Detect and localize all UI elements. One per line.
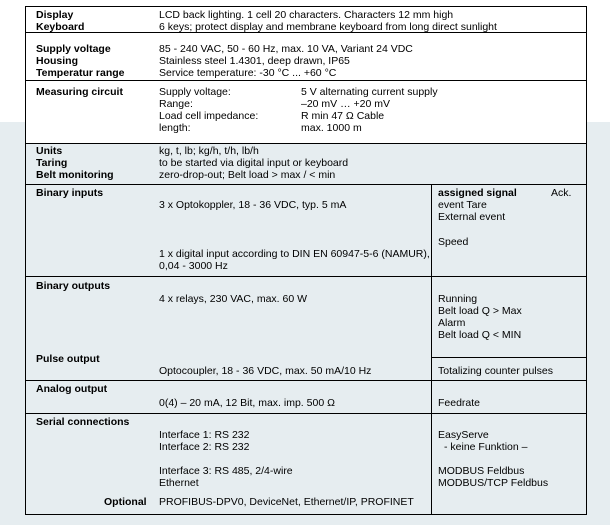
signal-event-tare: event Tare: [438, 199, 487, 211]
label-measuring-circuit: Measuring circuit: [36, 86, 123, 98]
value-units: kg, t, lb; kg/h, t/h, lb/h: [159, 145, 259, 157]
serial-ethernet: Ethernet: [159, 477, 199, 489]
value-temperature-range: Service temperature: -30 °C ... +60 °C: [159, 67, 337, 79]
value-display: LCD back lighting. 1 cell 20 characters. Characters 12 mm high: [159, 9, 454, 21]
signal-belt-load-max: Belt load Q > Max: [438, 305, 522, 317]
signal-external-event: External event: [438, 211, 506, 223]
signal-ack: Ack.: [551, 187, 572, 199]
measuring-key: Range:: [159, 98, 193, 110]
binary-inputs-namur-line1: 1 x digital input according to DIN EN 60947-5-6 (NAMUR),: [159, 248, 430, 260]
label-serial-connections: Serial connections: [36, 416, 130, 428]
signal-no-function: - keine Funktion –: [444, 441, 528, 453]
signal-easyserve: EasyServe: [438, 429, 489, 441]
signal-totalizing-counter: Totalizing counter pulses: [438, 365, 553, 377]
signal-column-divider: [431, 185, 432, 514]
signal-modbus: MODBUS Feldbus: [438, 465, 525, 477]
analog-output-desc: 0(4) – 20 mA, 12 Bit, max. imp. 500 Ω: [159, 397, 335, 409]
measuring-key: Load cell impedance:: [159, 110, 259, 122]
label-optional: Optional: [104, 496, 147, 508]
label-keyboard: Keyboard: [36, 21, 85, 33]
measuring-value: 5 V alternating current supply: [301, 86, 438, 98]
signal-modbus-tcp: MODBUS/TCP Feldbus: [438, 477, 549, 489]
section-supply: [26, 33, 586, 81]
signal-running: Running: [438, 293, 478, 305]
label-supply-voltage: Supply voltage: [36, 43, 111, 55]
section-units: [26, 144, 586, 185]
section-analog-output: [26, 381, 586, 414]
signal-feedrate: Feedrate: [438, 397, 481, 409]
label-taring: Taring: [36, 157, 68, 169]
label-binary-outputs: Binary outputs: [36, 280, 111, 292]
section-serial-connections: [26, 414, 586, 514]
label-analog-output: Analog output: [36, 383, 108, 395]
specification-table: [25, 6, 587, 515]
value-keyboard: 6 keys; protect display and membrane keyboard from long direct sunlight: [159, 21, 497, 33]
label-pulse-output: Pulse output: [36, 353, 100, 365]
value-belt-monitoring: zero-drop-out; Belt load > max / < min: [159, 169, 336, 181]
label-temperature-range: Temperatur range: [36, 67, 125, 79]
serial-interface-2: Interface 2: RS 232: [159, 441, 250, 453]
measuring-value: R min 47 Ω Cable: [301, 110, 385, 122]
section-measuring-circuit: [26, 81, 586, 144]
pulse-output-separator: [431, 357, 586, 358]
optional-fieldbus: PROFIBUS-DPV0, DeviceNet, Ethernet/IP, PROFINET: [159, 496, 414, 508]
serial-interface-1: Interface 1: RS 232: [159, 429, 250, 441]
signal-belt-load-min: Belt load Q < MIN: [438, 329, 522, 341]
signal-speed: Speed: [438, 236, 469, 248]
pulse-output-desc: Optocoupler, 18 - 36 VDC, max. 50 mA/10 Hz: [159, 365, 372, 377]
label-display: Display: [36, 9, 74, 21]
value-supply-voltage: 85 - 240 VAC, 50 - 60 Hz, max. 10 VA, Variant 24 VDC: [159, 43, 413, 55]
value-taring: to be started via digital input or keyboard: [159, 157, 349, 169]
value-housing: Stainless steel 1.4301, deep drawn, IP65: [159, 55, 350, 67]
section-display: [26, 7, 586, 33]
label-binary-inputs: Binary inputs: [36, 187, 104, 199]
section-binary-outputs: [26, 277, 586, 381]
binary-inputs-namur-line2: 0,04 - 3000 Hz: [159, 260, 228, 272]
measuring-key: length:: [159, 122, 191, 134]
assigned-signal-header: assigned signal: [438, 187, 517, 199]
measuring-key: Supply voltage:: [159, 86, 231, 98]
signal-alarm: Alarm: [438, 317, 466, 329]
binary-inputs-optocoupler: 3 x Optokoppler, 18 - 36 VDC, typ. 5 mA: [159, 199, 347, 211]
section-binary-inputs: [26, 185, 586, 277]
measuring-value: max. 1000 m: [301, 122, 362, 134]
label-belt-monitoring: Belt monitoring: [36, 169, 114, 181]
binary-outputs-relays: 4 x relays, 230 VAC, max. 60 W: [159, 293, 308, 305]
label-housing: Housing: [36, 55, 78, 67]
serial-interface-3: Interface 3: RS 485, 2/4-wire: [159, 465, 293, 477]
label-units: Units: [36, 145, 63, 157]
measuring-value: –20 mV … +20 mV: [301, 98, 390, 110]
